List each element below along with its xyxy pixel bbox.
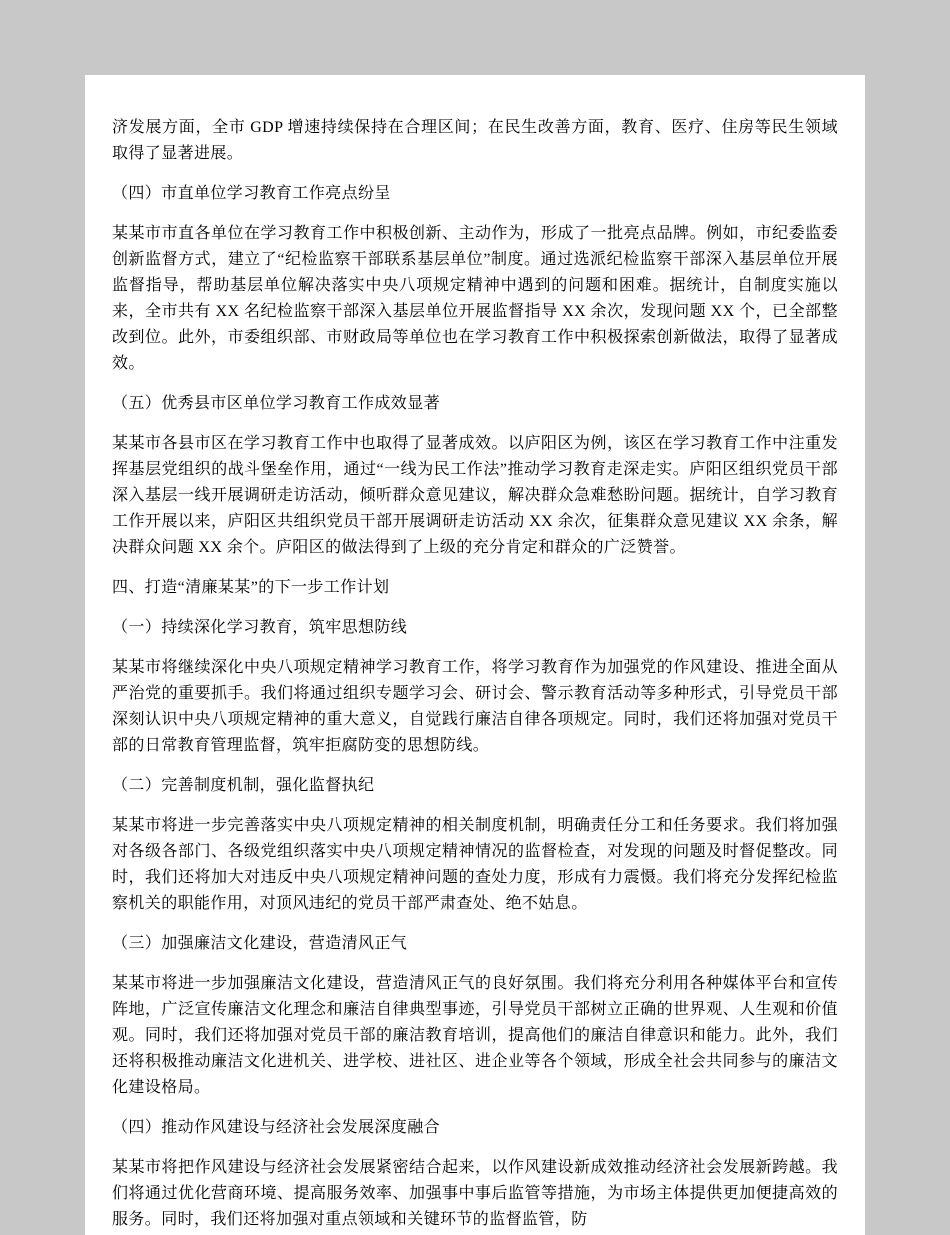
paragraph: 某某市将继续深化中央八项规定精神学习教育工作，将学习教育作为加强党的作风建设、推进全面从严治党的重要抓手。我们将通过组织专题学习会、研讨会、警示教育活动等多种形式，引导党员干部深刻认识中央八项规定精神的重大意义，自觉践行廉洁自律各项规定。同时，我们还将加强对党员干部的日常教育管理监督，筑牢拒腐防变的思想防线。	[112, 659, 838, 754]
paragraph: 某某市将把作风建设与经济社会发展紧密结合起来，以作风建设新成效推动经济社会发展新跨越。我们将通过优化营商环境、提高服务效率、加强事中事后监管等措施，为市场主体提供更加便捷高效的服务。同时，我们还将加强对重点领域和关键环节的监督监管，防	[112, 1159, 838, 1228]
section-heading: （四）推动作风建设与经济社会发展深度融合	[112, 1119, 441, 1136]
section-heading: （四）市直单位学习教育工作亮点纷呈	[112, 185, 391, 202]
document-page	[85, 75, 865, 1235]
paragraph: 济发展方面，全市 GDP 增速持续保持在合理区间；在民生改善方面，教育、医疗、住房等民生领域取得了显著进展。	[112, 119, 838, 162]
paragraph: 某某市市直各单位在学习教育工作中积极创新、主动作为，形成了一批亮点品牌。例如，市纪委监委创新监督方式，建立了“纪检监察干部联系基层单位”制度。通过选派纪检监察干部深入基层单位开展监督指导，帮助基层单位解决落实中央八项规定精神中遇到的问题和困难。据统计，自制度实施以来，全市共有 XX 名纪检监察干部深入基层单位开展监督指导 XX 余次，发现问题 XX 个，已全部整改到位。此外，市委组织部、市财政局等单位也在学习教育工作中积极探索创新做法，取得了显著成效。	[112, 225, 838, 372]
section-heading: 四、打造“清廉某某”的下一步工作计划	[112, 579, 390, 596]
paragraph-list	[112, 115, 838, 1233]
section-heading: （五）优秀县市区单位学习教育工作成效显著	[112, 395, 441, 412]
paragraph: 某某市将进一步加强廉洁文化建设，营造清风正气的良好氛围。我们将充分利用各种媒体平台和宣传阵地，广泛宣传廉洁文化理念和廉洁自律典型事迹，引导党员干部树立正确的世界观、人生观和价值观。同时，我们还将加强对党员干部的廉洁教育培训，提高他们的廉洁自律意识和能力。此外，我们还将积极推动廉洁文化进机关、进学校、进社区、进企业等各个领域，形成全社会共同参与的廉洁文化建设格局。	[112, 975, 838, 1096]
paragraph: 某某市将进一步完善落实中央八项规定精神的相关制度机制，明确责任分工和任务要求。我们将加强对各级各部门、各级党组织落实中央八项规定精神情况的监督检查，对发现的问题及时督促整改。同时，我们还将加大对违反中央八项规定精神问题的查处力度，形成有力震慑。我们将充分发挥纪检监察机关的职能作用，对顶风违纪的党员干部严肃查处、绝不姑息。	[112, 817, 838, 912]
section-heading: （二）完善制度机制，强化监督执纪	[112, 777, 375, 794]
section-heading: （三）加强廉洁文化建设，营造清风正气	[112, 935, 408, 952]
paragraph: 某某市各县市区在学习教育工作中也取得了显著成效。以庐阳区为例，该区在学习教育工作中注重发挥基层党组织的战斗堡垒作用，通过“一线为民工作法”推动学习教育走深走实。庐阳区组织党员干部深入基层一线开展调研走访活动，倾听群众意见建议，解决群众急难愁盼问题。据统计，自学习教育工作开展以来，庐阳区共组织党员干部开展调研走访活动 XX 余次，征集群众意见建议 XX 余条，解决群众问题 XX 余个。庐阳区的做法得到了上级的充分肯定和群众的广泛赞誉。	[112, 435, 838, 556]
section-heading: （一）持续深化学习教育，筑牢思想防线	[112, 619, 408, 636]
